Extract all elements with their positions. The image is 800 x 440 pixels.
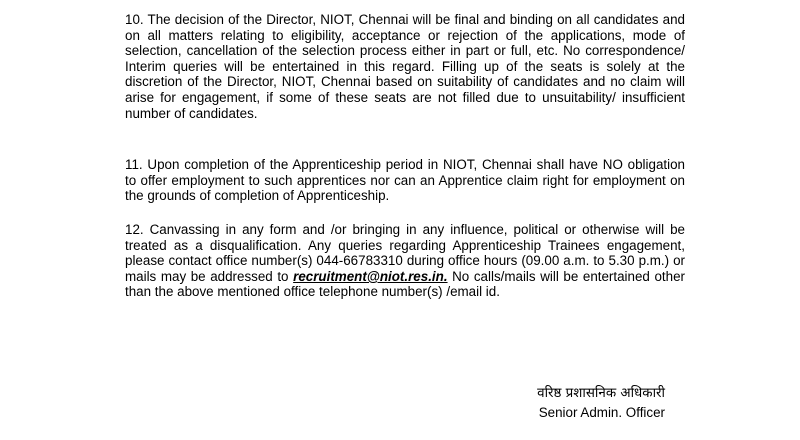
clause-12	[125, 222, 685, 300]
recruitment-email-link[interactable]: recruitment@niot.res.in.	[293, 268, 448, 284]
clause-12-text-end: No calls/mails will be entertained other than the above mentioned office telephone number(s) /email id.	[125, 268, 685, 300]
signature-title-hindi: वरिष्ठ प्रशासनिक अधिकारी	[537, 386, 665, 401]
signature-title-english: Senior Admin. Officer	[538, 405, 665, 420]
clause-12-text-start: 12. Canvassing in any form and /or bringing in any influence, political or otherwise will be treated as a disqualification. Any queries regarding Apprenticeship Trainees engagement, please contact office number(s) 044-66783310 during office hours (09.00 a.m. to 5.30 p.m.) or mails may be addressed to	[125, 222, 685, 284]
clause-10: 10. The decision of the Director, NIOT, Chennai will be final and binding on all candidates and on all matters relating to eligibility, acceptance or rejection of the applications, mode of selection, cancellation of the selection process either in part or full, etc. No correspondence/ Interim queries will be entertained in this regard. Filling up of the seats is solely at the discretion of the Director, NIOT, Chennai based on suitability of candidates and no claim will arise for engagement, if some of these seats are not filled due to unsuitability/ insufficient number of candidates.	[125, 12, 685, 121]
clause-11: 11. Upon completion of the Apprenticeship period in NIOT, Chennai shall have NO obligation to offer employment to such apprentices nor can an Apprentice claim right for employment on the grounds of completion of Apprenticeship.	[125, 157, 685, 204]
